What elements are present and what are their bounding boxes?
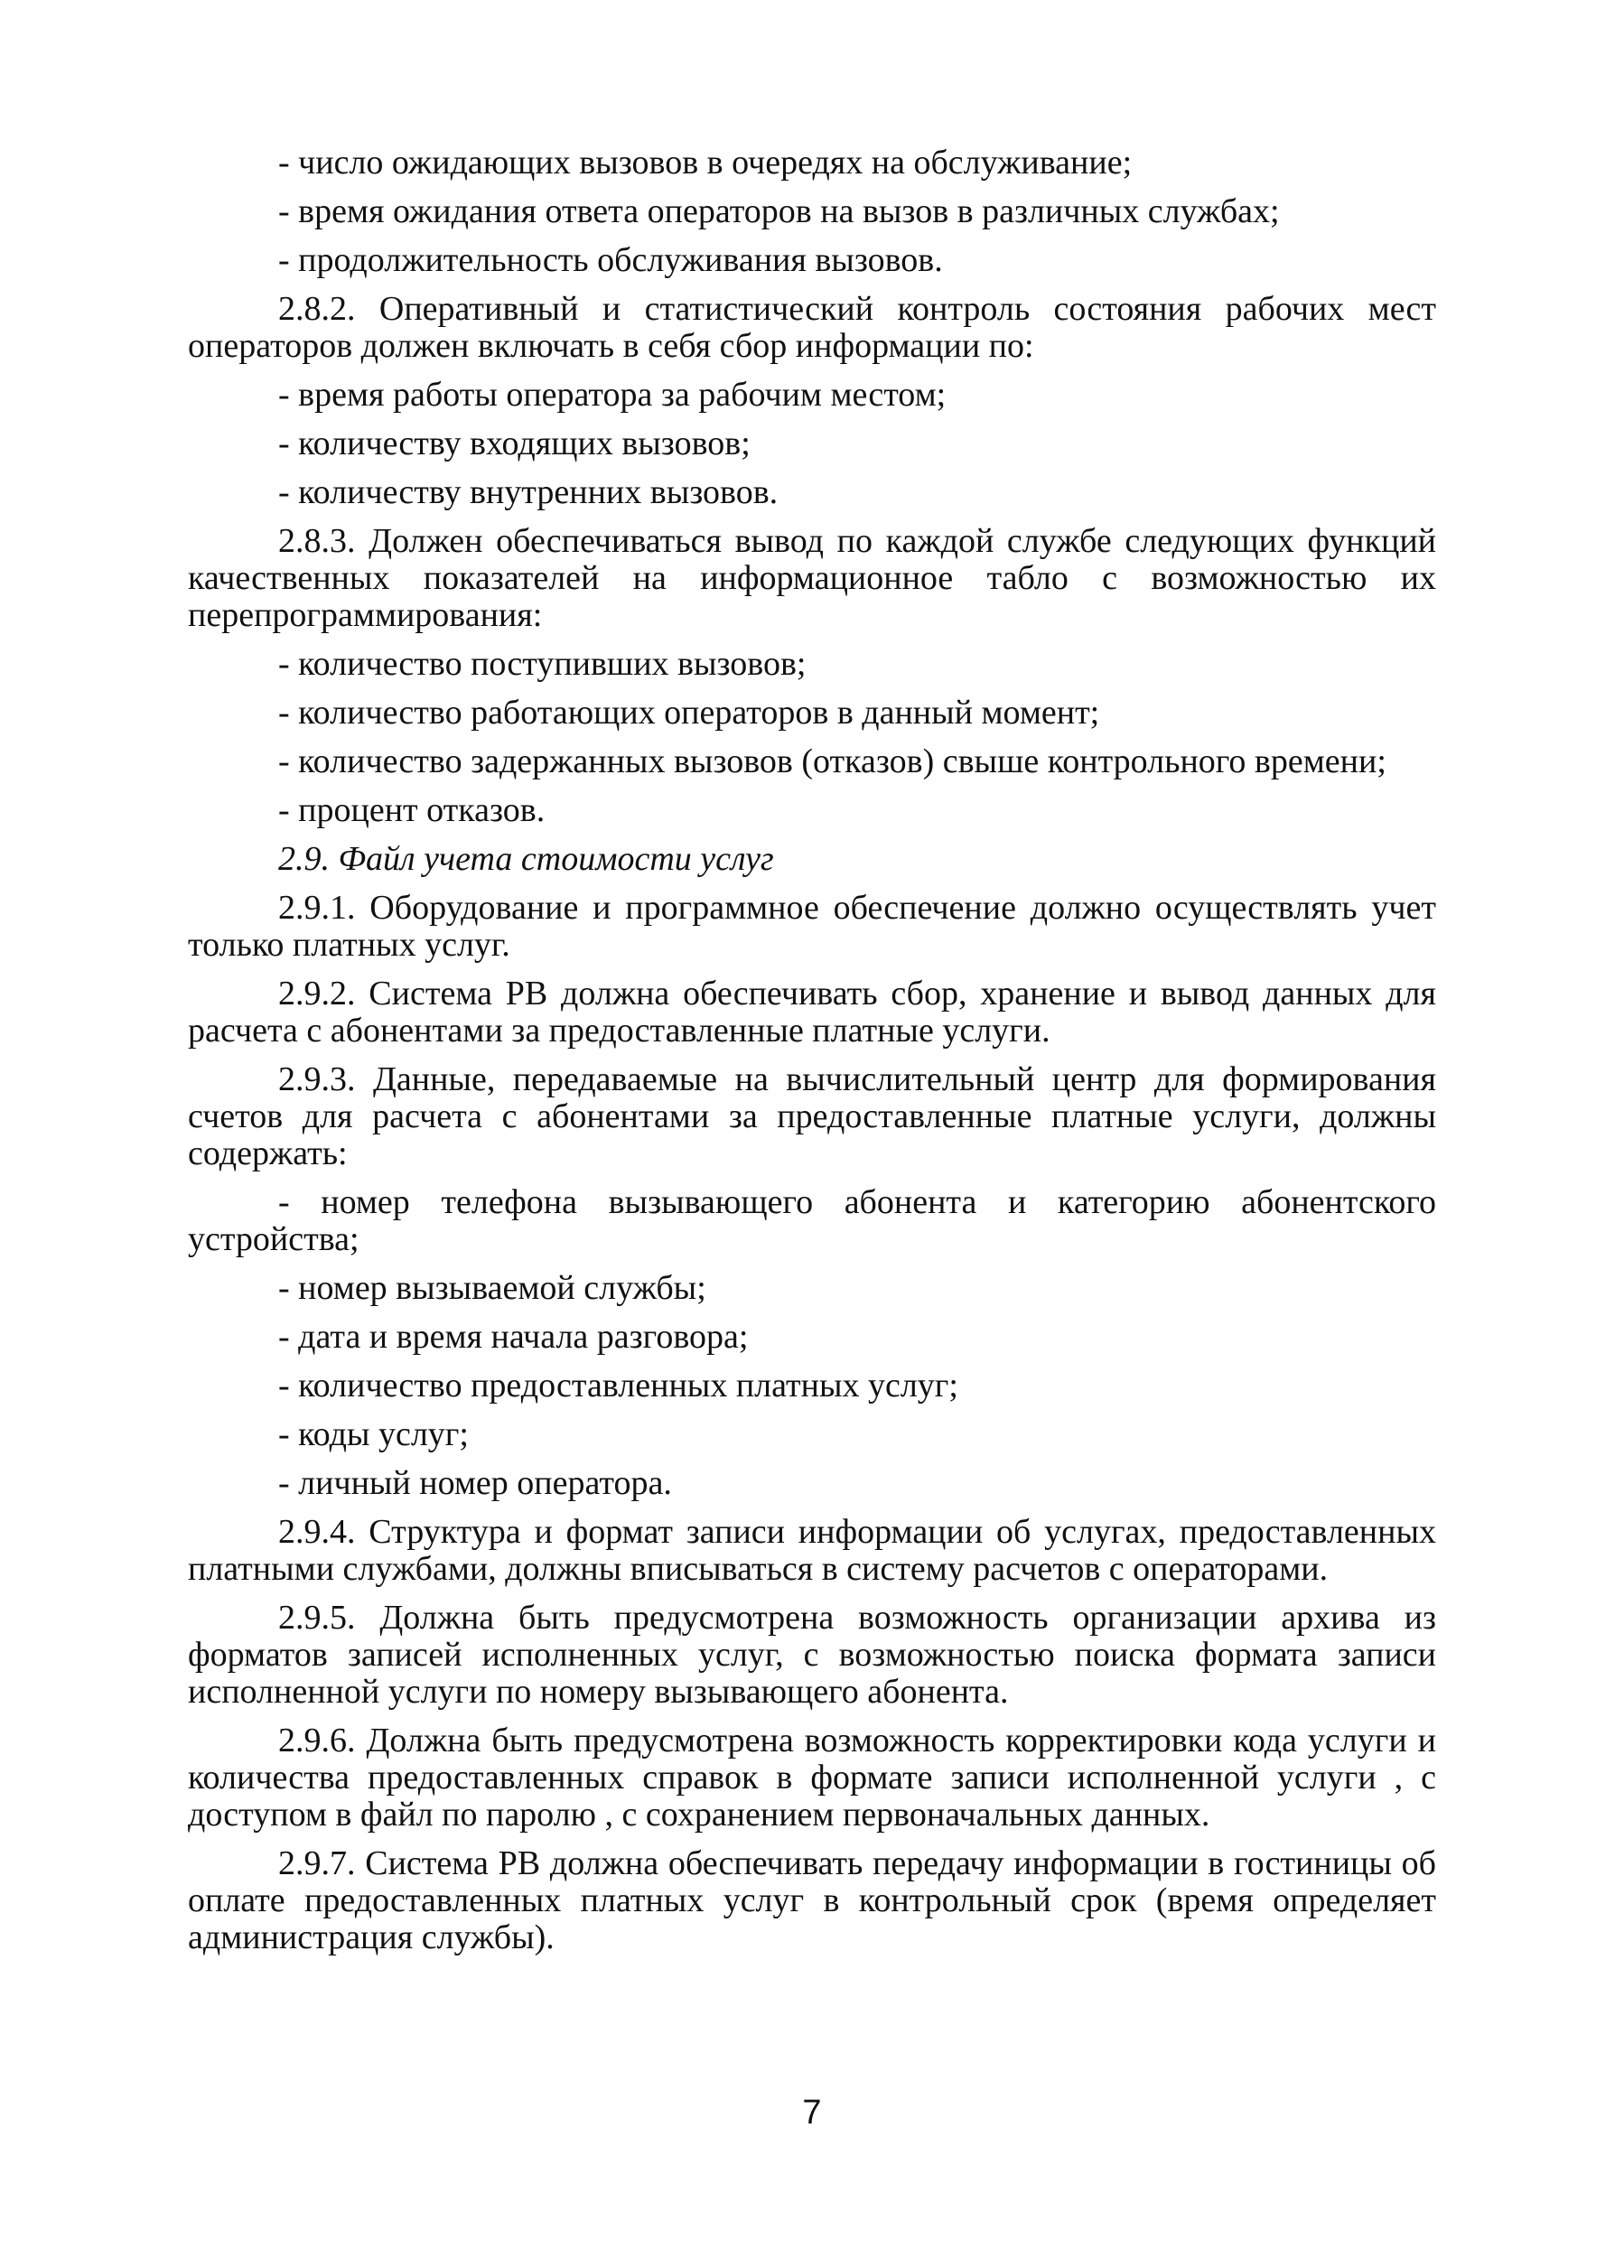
list-item: - личный номер оператора. bbox=[278, 1464, 672, 1502]
paragraph-2-9-2: 2.9.2. Система РВ должна обеспечивать сбор, хранение и вывод данных для расчета с абонентами за предоставленные платные услуги. bbox=[188, 975, 1436, 1050]
list-item: - количество поступивших вызовов; bbox=[278, 645, 807, 683]
list-item: - число ожидающих вызовов в очередях на обслуживание; bbox=[278, 144, 1133, 182]
paragraph-2-8-3: 2.8.3. Должен обеспечиваться вывод по каждой службе следующих функций качественных показателей на информационное табло с возможностью их перепрограммирования: bbox=[188, 522, 1436, 634]
paragraph-2-8-2: 2.8.2. Оперативный и статистический контроль состояния рабочих мест операторов должен включать в себя сбор информации по: bbox=[188, 290, 1436, 365]
list-item: - номер телефона вызывающего абонента и категорию абонентского устройства; bbox=[188, 1183, 1436, 1258]
paragraph-2-9-4: 2.9.4. Структура и формат записи информации об услугах, предоставленных платными службами, должны вписываться в систему расчетов с операторами. bbox=[188, 1513, 1436, 1588]
paragraph-2-9-6: 2.9.6. Должна быть предусмотрена возможность корректировки кода услуги и количества предоставленных справок в формате записи исполненной услуги , с доступом в файл по паролю , с сохранением первоначальных данных. bbox=[188, 1722, 1436, 1834]
page-number: 7 bbox=[802, 2094, 822, 2132]
paragraph-2-9-7: 2.9.7. Система РВ должна обеспечивать передачу информации в гостиницы об оплате предоставленных платных услуг в контрольный срок (время определяет администрация службы). bbox=[188, 1844, 1436, 1956]
section-heading-2-9: 2.9. Файл учета стоимости услуг bbox=[278, 840, 774, 878]
list-item: - коды услуг; bbox=[278, 1415, 469, 1453]
list-item: - дата и время начала разговора; bbox=[278, 1318, 749, 1356]
list-item: - количеству внутренних вызовов. bbox=[278, 473, 779, 511]
paragraph-2-9-5: 2.9.5. Должна быть предусмотрена возможность организации архива из форматов записей исполненных услуг, с возможностью поиска формата записи исполненной услуги по номеру вызывающего абонента. bbox=[188, 1599, 1436, 1711]
paragraph-2-9-1: 2.9.1. Оборудование и программное обеспечение должно осуществлять учет только платных услуг. bbox=[188, 889, 1436, 964]
list-item: - количеству входящих вызовов; bbox=[278, 425, 751, 462]
list-item: - количество работающих операторов в данный момент; bbox=[278, 694, 1100, 732]
list-item: - количество задержанных вызовов (отказов) свыше контрольного времени; bbox=[278, 742, 1386, 780]
list-item: - номер вызываемой службы; bbox=[278, 1269, 706, 1307]
list-item: - процент отказов. bbox=[278, 791, 546, 829]
list-item: - продолжительность обслуживания вызовов. bbox=[278, 241, 943, 279]
list-item: - время работы оператора за рабочим местом; bbox=[278, 376, 947, 414]
list-item: - время ожидания ответа операторов на вызов в различных службах; bbox=[278, 192, 1280, 230]
document-page bbox=[188, 145, 1436, 1968]
paragraph-2-9-3: 2.9.3. Данные, передаваемые на вычислительный центр для формирования счетов для расчета с абонентами за предоставленные платные услуги, должны содержать: bbox=[188, 1060, 1436, 1172]
list-item: - количество предоставленных платных услуг; bbox=[278, 1367, 958, 1405]
